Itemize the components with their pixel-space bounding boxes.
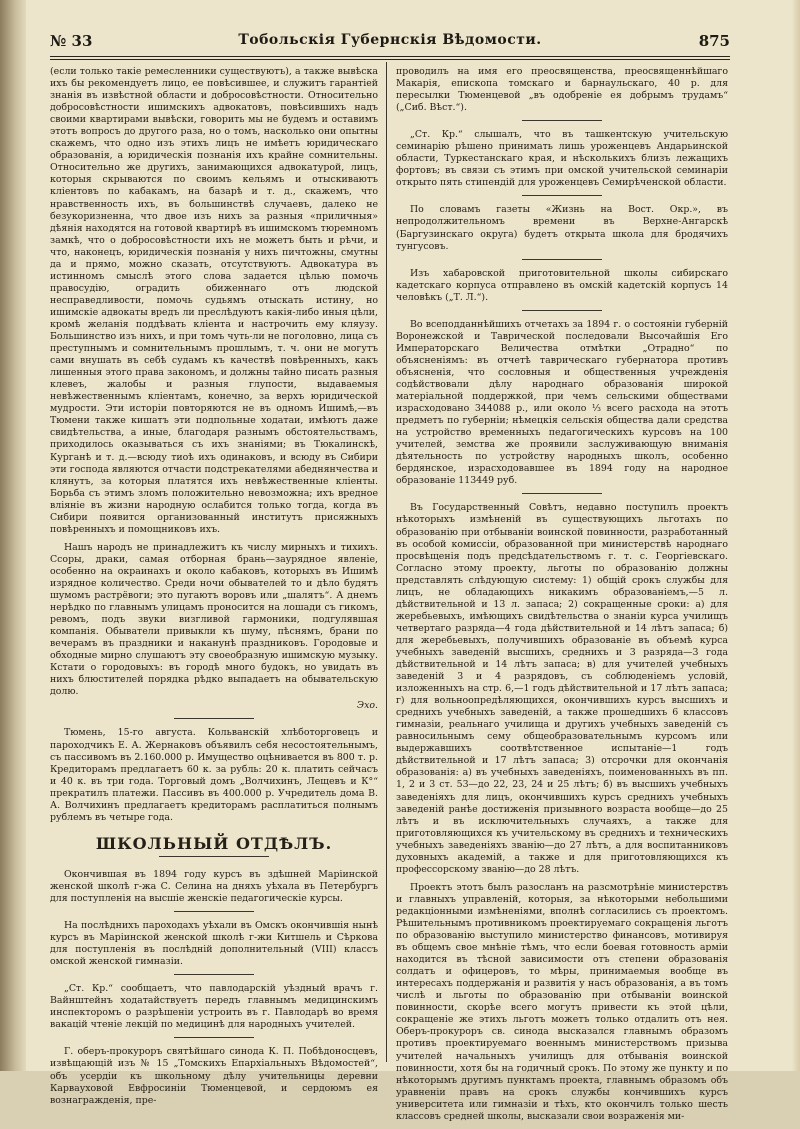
article-paragraph: Во всеподданнѣйшихъ отчетахъ за 1894 г. о состояніи губерній Воронежской и Таврической последовали Высочайшія Его Императорскаго Величества отмѣтки „Отрадно“ по объясненіямъ: въ отчетѣ таврическаго губернатора противъ объясненія, что сословныя и общественныя учрежденія содѣйствовали дѣлу народнаго образованія широкой матеріальной поддержкой, при чемъ сельскими обществами израсходовано 344088 р., или около ⅓ всего расхода на этотъ предметъ по губерніи; нѣмецкія сельскія общества дали средства на устройство временныхъ педагогическихъ курсовъ на 100 учителей, земства же проявили заслуживающую вниманія дѣятельность по устройству народныхъ школъ, особенно бердянское, израсходовавшее въ 1894 году на народное образованіе 113449 руб. (396, 318, 728, 487)
page-number: 875 (698, 32, 730, 50)
divider (174, 718, 254, 719)
left-column (50, 66, 378, 1113)
article-paragraph: Тюмень, 15-го августа. Кольванскій хлѣботорговецъ и пароходчикъ Е. А. Жернаковъ объявилъ себя несостоятельнымъ, съ пассивомъ въ 2.160.000 р. Имущество оцѣнивается въ 800 т. р. Кредиторамъ предлагаетъ 60 к. за рубль: 20 к. платить сейчасъ и 40 к. въ три года. Торговый домъ „Волчихинъ, Лещевъ и К°“ прекратилъ платежи. Пассивъ въ 400.000 р. Учредитель дома В. А. Волчихинъ предлагаетъ кредиторамъ расплатиться полнымъ рублемъ въ четыре года. (50, 727, 378, 823)
divider (174, 974, 254, 975)
right-column (396, 66, 728, 1129)
divider (174, 1037, 254, 1038)
divider (174, 911, 254, 912)
article-paragraph: Г. оберъ-прокуроръ святѣйшаго синода К. П. Побѣдоносцевъ, извѣщающій изъ № 15 „Томскихъ Епархіальныхъ Вѣдомостей“, объ усердіи къ школьному дѣлу учительницы деревни Карвауховой Евфросиніи Тюменцевой, и сердоюмъ ея вознагражденія, пре- (50, 1046, 378, 1106)
article-paragraph: „Ст. Кр.“ слышалъ, что въ ташкентскую учительскую семинарію рѣшено принимать лишь уроженцевъ Андарьинской области, Туркестанскаго края, и нѣсколькихъ близъ лежащихъ фортовъ; въ связи съ этимъ при омской учительской семинаріи открыто пять стипендій для уроженцевъ Семирѣченской области. (396, 129, 728, 189)
page-header (50, 32, 730, 52)
article-paragraph: Проектъ этотъ былъ разосланъ на разсмотрѣніе министерствъ и главныхъ управленій, которыя, за нѣкоторыми небольшими редакціонными измѣненіями, вполнѣ согласились съ проектомъ. Рѣшительнымъ противникомъ проектируемаго сокращенія льготъ по образованію выступило министерство финансовъ, мотивируя въ общемъ свое мнѣніе тѣмъ, что если боевая готовность арміи находится въ тѣсной зависимости отъ степени образованія солдатъ и офицеровъ, то мѣры, принимаемыя вообще въ интересахъ поддержанія и развитія у насъ образованія, а въ томъ числѣ и льготы по образованію при отбываніи воинской повинности, скорѣе всего могутъ привести къ этой цѣли, сокращеніе же этихъ льготъ можетъ только отдалить отъ нея. Оберъ-прокуроръ св. синода высказался главнымъ образомъ противъ проектируемаго военнымъ министерствомъ призыва учителей начальныхъ училищъ для отбыванія воинской повинности, хотя бы на годичный срокъ. По этому же пункту и по нѣкоторымъ другимъ пунктамъ проекта, главнымъ образомъ объ уравненіи правъ на срокъ службы кончившихъ курсъ университета или гимназіи и тѣхъ, кто окончилъ только шесть классовъ средней школы, высказали свои возраженія ми- (396, 881, 728, 1122)
article-paragraph: Въ Государственный Совѣтъ, недавно поступилъ проектъ нѣкоторыхъ измѣненій въ существующихъ льготахъ по образованію при отбываніи воинской повинности, разработанный въ особой комиссіи, образованной при министерствѣ народнаго просвѣщенія подъ предсѣдательствомъ г. т. с. Георгіевскаго. Согласно этому проекту, льготы по образованію должны представлять слѣдующую систему: 1) общій срокъ службы для лицъ, не обладающихъ никакимъ образованіемъ,—5 л. дѣйствительной и 13 л. запаса; 2) сокращенные сроки: а) для жеребьевыхъ, имѣющихъ свидѣтельства о знаніи курса училищъ четвертаго разряда—4 года дѣйствительной и 14 лѣтъ запаса; б) для жеребьевыхъ, получившихъ образованіе въ объемѣ курса учебныхъ заведеній высшихъ, среднихъ и 3 разряда—3 года дѣйствительной и 14 лѣтъ запаса; в) для учителей учебныхъ заведеній 3 и 4 разрядовъ, съ соблюденіемъ условій, изложенныхъ на стр. 6,—1 годъ дѣйствительной и 17 лѣтъ запаса; г) для вольноопредѣляющихся, окончившихъ курсъ высшихъ и среднихъ учебныхъ заведеній, а также прошедшихъ 6 классовъ гимназіи, реальнаго училища и другихъ учебныхъ заведеній съ равносильнымъ сему общеобразовательнымъ курсомъ или выдержавшихъ соотвѣтственное испытаніе—1 годъ дѣйствительной и 17 лѣтъ запаса; 3) отсрочки для окончанія образованія: а) въ учебныхъ заведеніяхъ, поименованныхъ въ пп. 1, 2 и 3 ст. 53—до 22, 23, 24 и 25 лѣтъ; б) въ высшихъ учебныхъ заведеніяхъ для лицъ, окончившихъ курсъ среднихъ учебныхъ заведеній ранѣе достиженія призывного возраста вообще—до 25 лѣтъ и въ исключительныхъ случаяхъ, а также для приготовляющихся къ учительскому въ среднихъ и техническихъ учебныхъ заведеніяхъ званію—до 27 лѣтъ, а для воспитанниковъ духовныхъ академій, а также и для приготовляющихся къ профессорскому званію—до 28 лѣтъ. (396, 502, 728, 875)
article-paragraph: На послѣднихъ пароходахъ уѣхали въ Омскъ окончившія нынѣ курсъ въ Маріинской женской школѣ г-жи Китшель и Сѣркова для поступленія въ послѣдній дополнительный (VIII) классъ омской женской гимназіи. (50, 920, 378, 968)
divider (522, 259, 602, 260)
divider (522, 493, 602, 494)
divider (522, 195, 602, 196)
signature: Эхо. (356, 700, 378, 712)
header-rule (50, 56, 730, 57)
article-paragraph: Окончившая въ 1894 году курсъ въ здѣшней Маріинской женской школѣ г-жа С. Селина на дняхъ уѣхала въ Петербургъ для поступленія на высшіе женскіе педагогическіе курсы. (50, 868, 378, 904)
article-paragraph: Нашъ народъ не принадлежитъ къ числу мирныхъ и тихихъ. Ссоры, драки, самая отборная брань—заурядное явленіе, особенно на окраинахъ и около кабаковъ, которыхъ въ Ишимѣ изрядное количество. Среди ночи обывателей то и дѣло будятъ шумомъ растрёвоги; это пугаютъ воровъ или „шалятъ“. А днемъ нерѣдко по главнымъ улицамъ проносится на лошади съ гикомъ, ревомъ, подъ звуки визгливой гармоники, подгулявшая компанія. Обыватели привыкли къ шуму, пѣснямъ, брани по вечерамъ въ праздники и наканунѣ праздниковъ. Городовые и обходные мирно слушаютъ эту своеобразную ишимскую музыку. Кстати о городовыхъ: въ городѣ много будокъ, но увидать въ нихъ блюстителей порядка рѣдко выпадаетъ на обывательскую долю. (50, 541, 378, 698)
issue-number: № 33 (50, 32, 93, 50)
divider (522, 120, 602, 121)
section-underline (159, 856, 269, 857)
article-paragraph: Изъ хабаровской приготовительной школы сибирскаго кадетскаго корпуса отправлено въ омскій кадетскій корпусъ 14 человѣкъ („Т. Л.“). (396, 267, 728, 303)
newspaper-title: Тобольскія Губернскія Вѣдомости. (238, 32, 542, 48)
article-paragraph: По словамъ газеты «Жизнь на Вост. Окр.», въ непродолжительномъ времени въ Верхне-Ангарскѣ (Баргузинскаго округа) будетъ открыта школа для бродячихъ тунгусовъ. (396, 204, 728, 252)
header-rule-thin (50, 59, 730, 60)
section-title: ШКОЛЬНЫЙ ОТДѢЛЪ. (95, 833, 333, 853)
divider (522, 310, 602, 311)
article-paragraph: проводилъ на имя его преосвященства, преосвященнѣйшаго Макарія, епископа томскаго и барнаульскаго, 40 р. для пересылки Тюменцевой „въ одобреніе ея добрымъ трудамъ“ („Сиб. Вѣст.“). (396, 66, 728, 114)
column-separator (386, 62, 387, 1062)
page-edge (792, 0, 800, 1071)
article-paragraph: (если только такіе ремесленники существуютъ), а также вывѣска ихъ бы рекомендуетъ лицо, ее повѣсившее, и служитъ гарантіей знанія въ извѣстной области и добросовѣстности. Относительно добросовѣстности ишимскихъ адвокатовъ, повѣсившихъ надъ своими квартирами вывѣски, говорить мы не будемъ и оставимъ этотъ вопросъ до другого раза, но о томъ, насколько они опытны скажемъ, что одно изъ этихъ лицъ не имѣетъ юридическаго образованія, а юридическія познанія ихъ крайне сомнительны. Относительно же другихъ, занимающихся адвокатурой, лицъ, которыя скрываются по своимъ кельямъ и отыскиваютъ кліентовъ по кабакамъ, на базарѣ и т. д., скажемъ, что нравственность ихъ, въ большинствѣ случаевъ, далеко не безукоризненна, что двое изъ нихъ за разныя «приличныя» дѣянія находятся на готовой квартирѣ въ ишимскомъ тюремномъ замкѣ, что о добросовѣстности ихъ не можетъ быть и рѣчи, и что, наконецъ, юридическія познанія у нихъ пичтожны, смутны да и прямо, можно сказать, отсутствуютъ. Адвокатура въ истинномъ смыслѣ этого слова задается цѣлью помочь правосудію, оградить обиженнаго отъ людской несправедливости, помочь судьямъ отыскать истину, но ишимскіе адвокаты вредъ ли преслѣдуютъ какія-либо иныя цѣли, кромѣ желанія поддѣвать кліента и настрочить ему кляузу. Большинство изъ нихъ, и при томъ чуть-ли не поголовно, лица съ преступнымъ и сомнительнымъ прошлымъ, т. ч. они не могутъ сами внушать въ себѣ судамъ къ качествѣ повѣренныхъ, какъ лишенныя этого права закономъ, и должны тайно писать разныя клевеъ, жалобы и разныя глупости, выдаваемыя невѣжественнымъ кліентамъ, конечно, за верхъ юридической мудрости. Эти исторіи повторяются не въ одномъ Ишимѣ,—въ Тюмени также кишатъ эти подпольные ходатаи, имѣютъ даже свидѣтельства, а иные, благодаря разнымъ обстоятельствамъ, приходилось оказываться съ ихъ знаніями; въ Тюкалинскѣ, Курганѣ и т. д.—всюду тиоѣ ихъ одинаковъ, и всюду въ Сибири эти господа являются отчасти подстрекателями абеднянчества и клянутъ, за которыя платятся ихъ невѣжественные кліенты. Борьба съ этимъ зломъ положительно невозможна; ихъ вредное вліяніе въ жизни народную ослабится только тогда, когда въ Сибири появится организованный институтъ присяжныхъ повѣренныхъ и помощниковъ ихъ. (50, 66, 379, 535)
binding-spine (0, 0, 26, 1071)
article-paragraph: „Ст. Кр.“ сообщаетъ, что павлодарскій уѣздный врачъ г. Вайнштейнъ ходатайствуетъ передъ главнымъ медицинскимъ инспекторомъ о разрѣшеніи устроить въ г. Павлодарѣ во время вакацій чтеніе лекцій по медицинѣ для народныхъ учителей. (50, 983, 378, 1031)
